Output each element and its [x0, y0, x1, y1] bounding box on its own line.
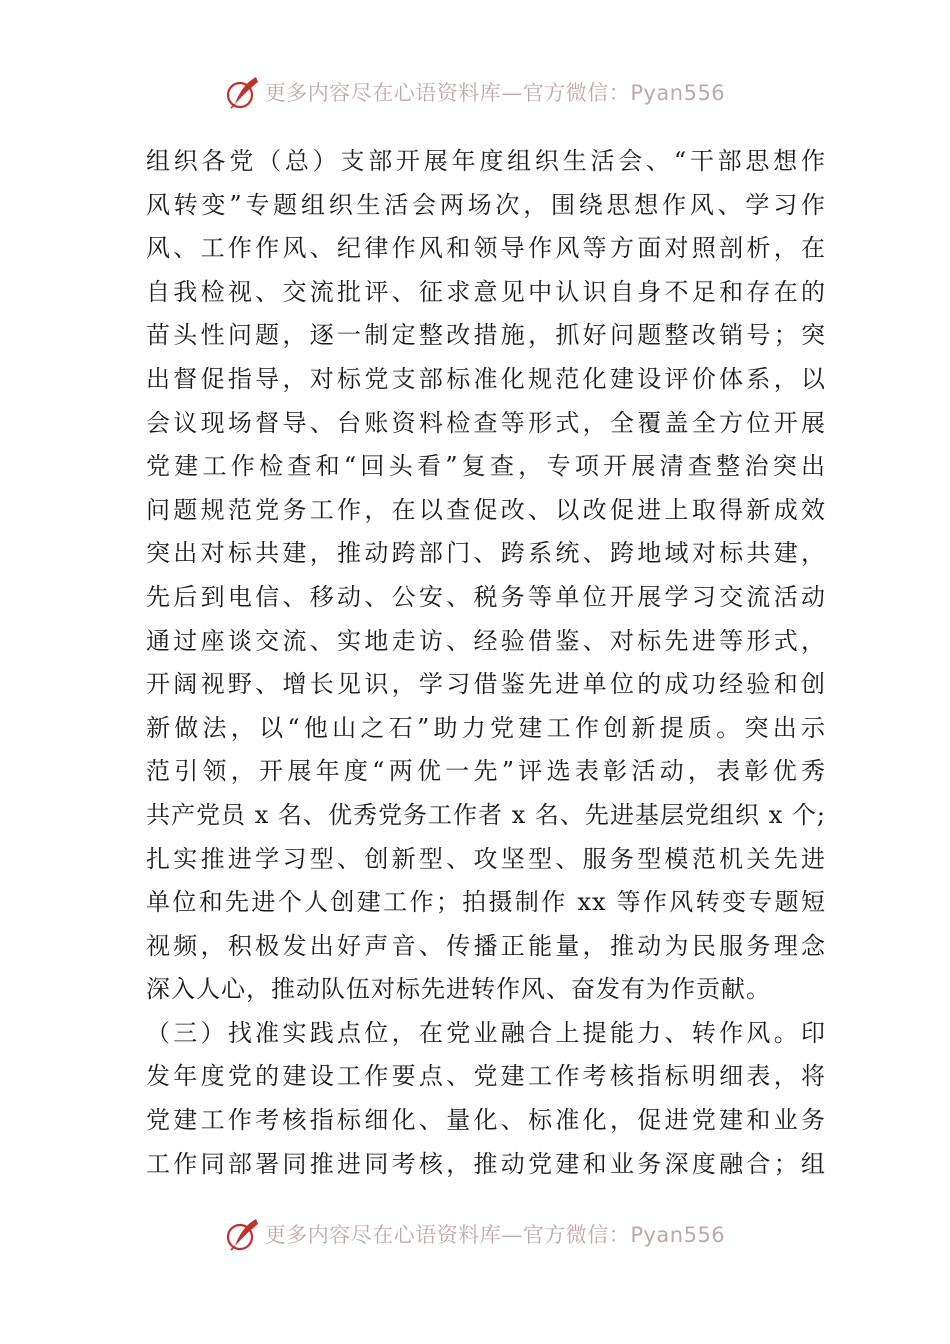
quill-logo-icon [225, 74, 261, 110]
header-banner-dash: — [501, 81, 523, 105]
document-body [146, 140, 826, 1186]
body-line: 共产党员 x 名、优秀党务工作者 x 名、先进基层党组织 x 个; [146, 800, 826, 829]
body-line: 党建工作检查和“回头看”复查，专项开展清查整治突出 [146, 452, 826, 481]
body-line: 开阔视野、增长见识，学习借鉴先进单位的成功经验和创 [146, 670, 826, 699]
header-banner-wechat-id: Pyan556 [630, 81, 726, 105]
footer-banner [0, 1212, 950, 1256]
body-line: 扎实推进学习型、创新型、攻坚型、服务型模范机关先进 [146, 844, 826, 873]
body-line: 问题规范党务工作，在以查促改、以改促进上取得新成效 [146, 495, 826, 524]
body-line: 工作同部署同推进同考核，推动党建和业务深度融合；组 [146, 1149, 826, 1178]
body-line: 深入人心，推动队伍对标先进转作风、奋发有为作贡献。 [146, 975, 771, 1004]
body-line: 发年度党的建设工作要点、党建工作考核指标明细表，将 [146, 1062, 826, 1091]
header-banner-wechat-label: 官方微信： [522, 81, 631, 105]
header-banner-text [265, 77, 725, 107]
body-line: 范引领，开展年度“两优一先”评选表彰活动，表彰优秀 [146, 757, 826, 786]
body-line: 新做法，以“他山之石”助力党建工作创新提质。突出示 [146, 713, 826, 742]
header-banner [0, 70, 950, 114]
body-line: 自我检视、交流批评、征求意见中认识自身不足和存在的 [146, 277, 826, 306]
footer-banner-text [265, 1219, 725, 1249]
body-line: 先后到电信、移动、公安、税务等单位开展学习交流活动 [146, 582, 826, 611]
footer-banner-dash: — [501, 1223, 523, 1247]
body-line: 单位和先进个人创建工作；拍摄制作 xx 等作风转变专题短 [146, 888, 826, 917]
footer-banner-wechat-label: 官方微信： [522, 1223, 631, 1247]
header-banner-main: 更多内容尽在心语资料库 [264, 81, 502, 105]
body-line: 视频，积极发出好声音、传播正能量，推动为民服务理念 [146, 931, 826, 960]
body-line: （三）找准实践点位，在党业融合上提能力、转作风。印 [146, 1018, 826, 1047]
body-line: 组织各党（总）支部开展年度组织生活会、“干部思想作 [146, 147, 826, 175]
body-line: 风转变”专题组织生活会两场次，围绕思想作风、学习作 [146, 190, 826, 219]
footer-banner-main: 更多内容尽在心语资料库 [264, 1223, 502, 1247]
body-line: 苗头性问题，逐一制定整改措施，抓好问题整改销号；突 [146, 321, 826, 350]
body-line: 突出对标共建，推动跨部门、跨系统、跨地域对标共建， [146, 539, 826, 568]
body-line: 风、工作作风、纪律作风和领导作风等方面对照剖析，在 [146, 234, 826, 263]
quill-logo-icon [225, 1216, 261, 1252]
body-line: 会议现场督导、台账资料检查等形式，全覆盖全方位开展 [146, 408, 826, 437]
body-line: 出督促指导，对标党支部标准化规范化建设评价体系，以 [146, 364, 826, 393]
body-line: 通过座谈交流、实地走访、经验借鉴、对标先进等形式， [146, 626, 826, 655]
footer-banner-wechat-id: Pyan556 [630, 1223, 726, 1247]
body-line: 党建工作考核指标细化、量化、标准化，促进党建和业务 [146, 1106, 826, 1135]
